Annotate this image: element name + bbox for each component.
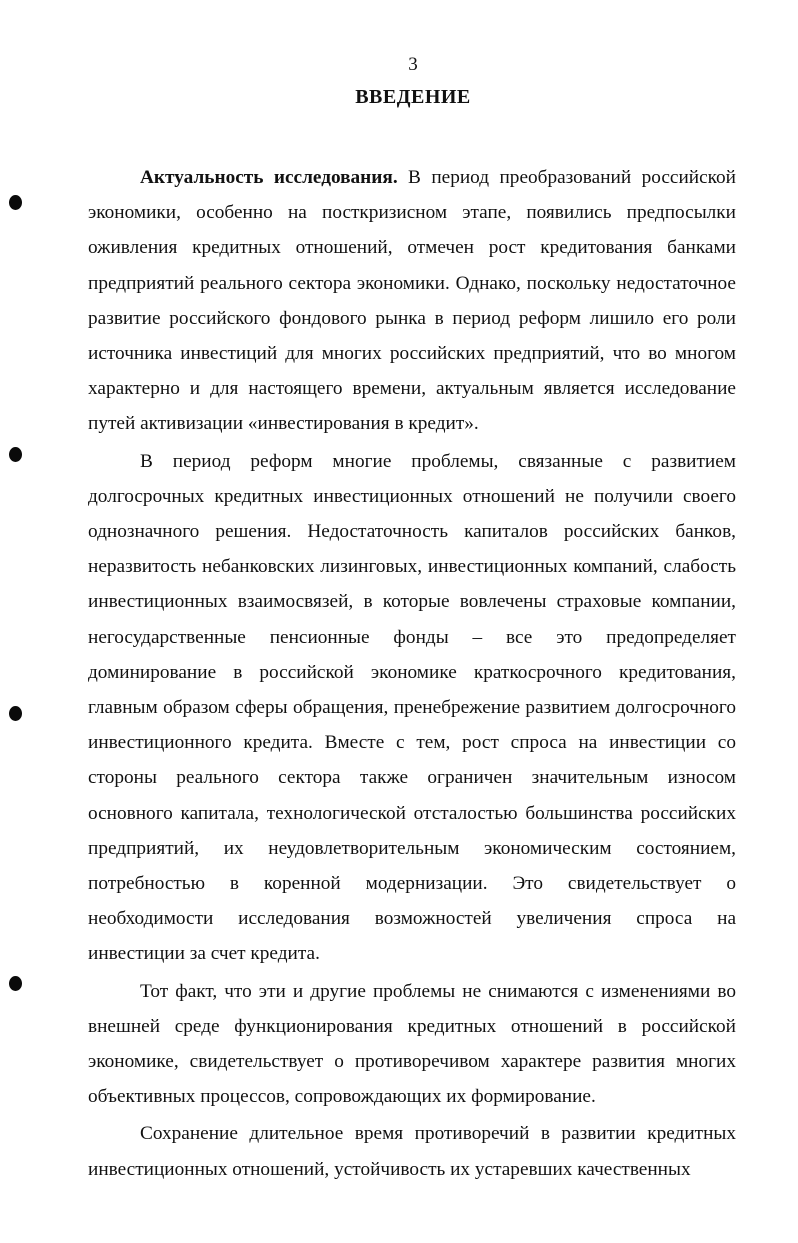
paragraph-reform-problems: В период реформ многие проблемы, связанные с развитием долгосрочных кредитных инвестиционных отношений не получили своего однозначного решения. Недостаточность капиталов российских банков, неразвитость небанковских лизинговых, инвестиционных компаний, слабость инвестиционных взаимосвязей, в которые вовлечены страховые компании, негосударственные пенсионные фонды – все это предопределяет доминирование в российской экономике краткосрочного кредитования, главным образом сферы обращения, пренебрежение развитием долгосрочного инвестиционного кредита. Вместе с тем, рост спроса на инвестиции со стороны реального сектора также ограничен значительным износом основного капитала, технологической отсталостью большинства российских предприятий, их неудовлетворительным экономическим состоянием, потребностью в коренной модернизации. Это свидетельствует о необходимости исследования возможностей увеличения спроса на инвестиции за счет кредита. xyxy=(88,450,736,965)
paragraph-text: В период преобразований российской экономики, особенно на посткризисном этапе, появились предпосылки оживления кредитных отношений, отмечен рост кредитования банками предприятий реального сектора экономики. Однако, поскольку недостаточное развитие российского фондового рынка в период реформ лишило его роли источника инвестиций для многих российских предприятий, что во многом характерно и для настоящего времени, актуальным является исследование путей активизации «инвестирования в кредит». xyxy=(88,167,736,435)
paragraph-relevance xyxy=(88,160,736,442)
paragraph-continuation: Сохранение длительное время противоречий в развитии кредитных инвестиционных отношений, устойчивость их устаревших качественных xyxy=(88,1123,736,1180)
paragraph-lead: Актуальность исследования. xyxy=(140,167,398,188)
paragraph-contradictions: Тот факт, что эти и другие проблемы не снимаются с изменениями во внешней среде функционирования кредитных отношений в российской экономике, свидетельствует о противоречивом характере развития многих объективных процессов, сопровождающих их формирование. xyxy=(88,980,736,1108)
binder-hole-mark xyxy=(9,195,22,210)
section-heading: ВВЕДЕНИЕ xyxy=(355,86,471,108)
page-number: 3 xyxy=(408,54,418,75)
binder-hole-mark xyxy=(9,447,22,462)
binder-hole-mark xyxy=(9,706,22,721)
body-text xyxy=(88,160,736,1187)
binder-hole-mark xyxy=(9,976,22,991)
